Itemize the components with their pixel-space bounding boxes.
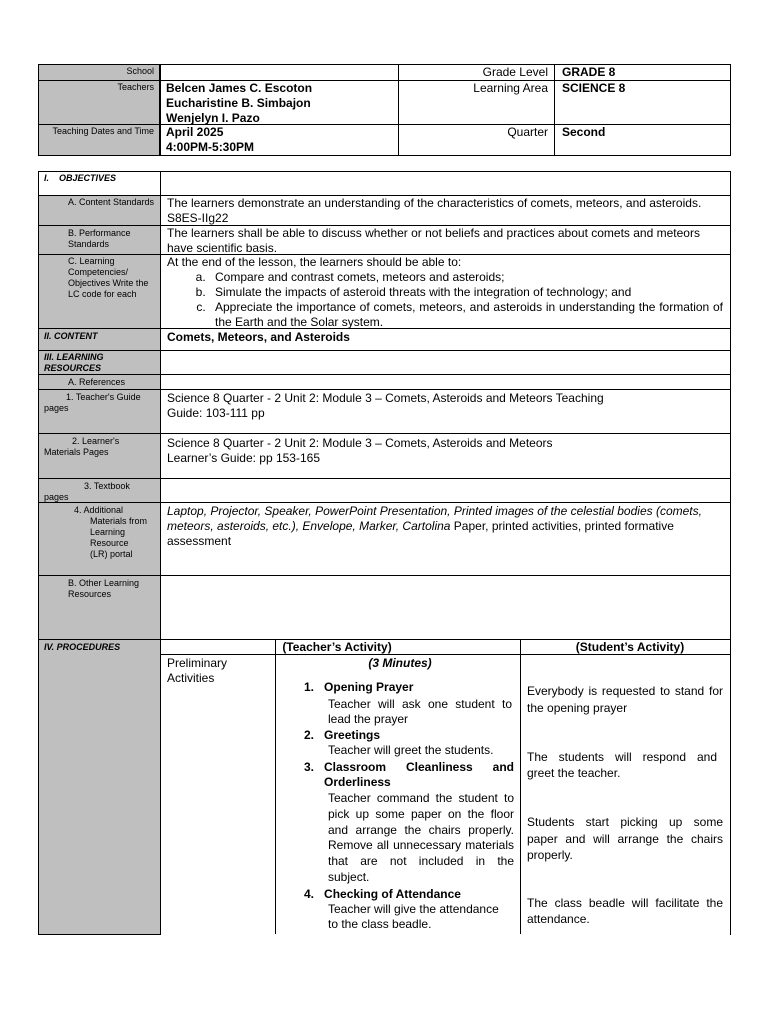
teacher-name: Belcen James C. Escoton	[166, 81, 313, 95]
other-resources-label: B. Other Learning Resources	[68, 578, 140, 599]
teacher-activity-header: (Teacher’s Activity)	[282, 640, 392, 654]
student-step-3: Students start picking up some paper and will arrange the chairs properly.	[527, 815, 723, 862]
grade-level-label: Grade Level	[482, 65, 548, 79]
competency-item: a. Compare and contrast comets, meteors and asteroids;	[209, 270, 723, 285]
teacher-name: Wenjelyn I. Pazo	[166, 111, 260, 125]
stage-label: Preliminary Activities	[167, 656, 228, 685]
procedures-heading: IV. PROCEDURES	[44, 642, 121, 652]
teacher-step-3: 3. Classroom Cleanliness and Orderliness Teacher command the student to pick up some paper on the floor and arrange the chairs properly. Remove all unnecessary materials that are not included in the subject.	[304, 760, 514, 884]
teacher-step-text: Teacher will greet the students.	[328, 743, 494, 757]
teachers-guide-label: 1. Teacher's Guide pages	[44, 392, 141, 413]
learning-area-label: Learning Area	[473, 81, 548, 95]
learning-competencies	[167, 255, 723, 330]
teacher-step-1: 1. Opening Prayer Teacher will ask one student to lead the prayer	[304, 680, 512, 726]
step-title: Greetings	[324, 728, 381, 742]
student-activity-header: (Student’s Activity)	[575, 640, 685, 654]
teacher-step-text: Teacher will give the attendance to the class beadle.	[328, 902, 499, 931]
teacher-step-text: Teacher will ask one student to lead the prayer	[328, 697, 512, 726]
learning-resources-heading: III. LEARNING RESOURCES	[44, 352, 104, 373]
teacher-step-2: 2. Greetings Teacher will greet the students.	[304, 728, 512, 758]
student-step-1: Everybody is requested to stand for the opening prayer	[527, 684, 723, 715]
quarter-value: Second	[562, 125, 606, 139]
student-step-2: The students will respond and greet the teacher.	[527, 750, 717, 780]
teaching-time: 4:00PM-5:30PM	[166, 140, 255, 154]
learners-materials-text: Science 8 Quarter - 2 Unit 2: Module 3 – Comets, Asteroids and Meteors Learner’s Guide: pp 153-165	[167, 436, 553, 465]
teacher-name: Eucharistine B. Simbajon	[166, 96, 311, 110]
performance-standards-label: B. Performance Standards	[68, 228, 131, 249]
objectives-heading: I. OBJECTIVES	[44, 173, 117, 183]
competencies-list	[167, 270, 723, 330]
teacher-step-4: 4. Checking of Attendance Teacher will give the attendance to the class beadle.	[304, 887, 512, 932]
step-title: Opening Prayer	[324, 680, 414, 694]
content-standards-label: A. Content Standards	[68, 197, 155, 207]
teaching-dates-label: Teaching Dates and Time	[52, 126, 154, 136]
step-title: Checking of Attendance	[324, 887, 461, 901]
duration-label: (3 Minutes)	[368, 656, 432, 670]
learning-competencies-label: C. Learning Competencies/ Objectives Write the LC code for each	[68, 256, 149, 299]
teachers-names	[166, 81, 396, 126]
competency-item: c. Appreciate the importance of comets, meteors, and asteroids in understanding the formation of the Earth and the Solar system.	[209, 300, 723, 330]
performance-standards-text: The learners shall be able to discuss whether or not beliefs and practices about comets and meteors have scientific basis.	[167, 226, 700, 255]
learning-area-value: SCIENCE 8	[562, 81, 626, 95]
learners-materials-label: 2. Learner's Materials Pages	[44, 436, 120, 457]
teaching-date-time	[166, 125, 396, 155]
teacher-step-text: Teacher command the student to pick up some paper on the floor and arrange the chairs properly. Remove all unnecessary materials that are not included in the subject.	[328, 791, 514, 884]
content-value: Comets, Meteors, and Asteroids	[167, 330, 350, 344]
additional-materials-plain: Paper, printed activities, printed formative assessment	[167, 519, 674, 548]
teachers-label: Teachers	[117, 82, 154, 92]
additional-materials-italic: Laptop, Projector, Speaker, PowerPoint Presentation, Printed images of the celestial bodies (comets, meteors, asteroids, etc.), Envelope, Marker, Cartolina	[167, 504, 702, 533]
competencies-intro: At the end of the lesson, the learners should be able to:	[167, 255, 462, 269]
quarter-label: Quarter	[507, 125, 548, 139]
teaching-date: April 2025	[166, 125, 224, 139]
teachers-guide-text: Science 8 Quarter - 2 Unit 2: Module 3 – Comets, Asteroids and Meteors Teaching Guide: 103-111 pp	[167, 391, 604, 420]
textbook-label: 3. Textbook pages	[44, 481, 130, 502]
additional-materials-label: 4. Additional Materials from Learning Resource (LR) portal	[74, 505, 148, 559]
additional-materials-text	[167, 504, 723, 549]
content-heading: II. CONTENT	[44, 331, 98, 341]
references-label: A. References	[68, 377, 126, 387]
student-step-4: The class beadle will facilitate the attendance.	[527, 896, 723, 926]
step-title: Classroom Cleanliness and Orderliness	[324, 760, 514, 789]
school-label: School	[126, 66, 154, 76]
grade-level-value: GRADE 8	[562, 65, 616, 79]
competency-item: b. Simulate the impacts of asteroid threats with the integration of technology; and	[209, 285, 723, 300]
content-standards-text: The learners demonstrate an understanding of the characteristics of comets, meteors, and asteroids. S8ES-IIg22	[167, 196, 702, 225]
